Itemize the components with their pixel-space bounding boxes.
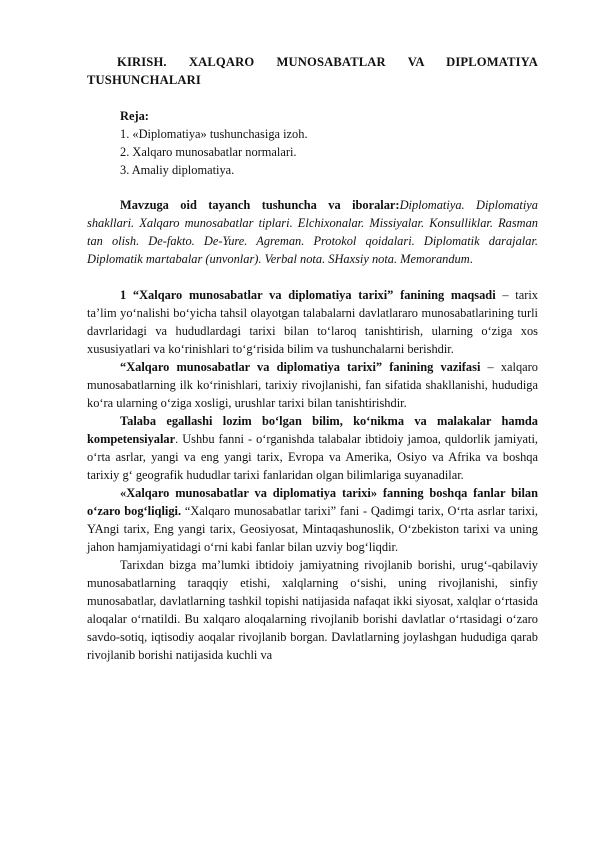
goal-lead: 1 “Xalqaro munosabatlar va diplomatiya tarixi” fanining maqsadi xyxy=(120,288,496,302)
keywords-paragraph xyxy=(87,196,538,268)
links-text: “Xalqaro munosabatlar tarixi” fani - Qadimgi tarix, O‘rta asrlar tarixi, YAngi tarix, Eng yangi tarix, Geosiyosat, Mintaqashunoslik, O‘zbekiston tarixi va uning jahon hamjamiyatidagi o‘rni kabi fanlar bilan uzviy bog‘liqdir. xyxy=(87,504,538,554)
plan-heading: Reja: xyxy=(120,109,149,123)
competence-paragraph xyxy=(87,412,538,484)
plan-section xyxy=(120,107,538,179)
keywords-text: Diplomatiya. Diplomatiya shakllari. Xalqaro munosabatlar tiplari. Elchixonalar. Missiyalar. Konsulliklar. Rasman tan olish. De-fakto. De-Yure. Agreman. Protokol qoidalari. Diplomatik darajalar. Diplomatik martabalar (unvonlar). Verbal nota. SHaxsiy nota. Memorandum xyxy=(87,198,538,266)
history-paragraph: Tarixdan bizga ma’lumki ibtidoiy jamiyatning rivojlanib borishi, urug‘-qabilaviy munosabatlarning taraqqiy etishi, xalqlarning o‘sishi, uning rivojlanishi, sinfiy munosabatlar, davlatlarning tashkil topishi natijasida nafaqat ikki siyosat, xalqlar o‘rtasida aloqalar o‘rnatildi. Bu xalqaro aloqalarning rivojlanib borishi davlatlar o‘rtasidagi o‘zaro savdo-sotiq, iqtisodiy aoqalar rivojlanib borgan. Davlatlarning joylashgan hududiga qarab rivojlanib borishi natijasida kuchli va xyxy=(87,558,538,662)
goal-paragraph xyxy=(87,286,538,358)
keywords-end: . xyxy=(469,252,473,266)
document-title: KIRISH. XALQARO MUNOSABATLAR VA DIPLOMATIYA TUSHUNCHALARI xyxy=(87,55,538,87)
links-paragraph xyxy=(87,484,538,556)
keywords-lead: Mavzuga oid tayanch tushuncha va iboralar: xyxy=(120,198,400,212)
links-lead: «Xalqaro munosabatlar va diplomatiya tarixi» fanning boshqa fanlar bilan o‘zaro bog‘liqligi. xyxy=(87,486,538,518)
goal-text: – tarix ta’lim yo‘nalishi bo‘yicha tahsil olayotgan talabalarni davlatlararo munosabatlarining turli davrlaridagi va hududlardagi tarixi bilan to‘laroq tanishtirish, ularning o‘ziga xos xususiyatlari va ko‘rinishlari to‘g‘risida bilim va tushunchalarni berishdir. xyxy=(87,288,538,356)
competence-text: . Ushbu fanni - o‘rganishda talabalar ibtidoiy jamoa, quldorlik jamiyati, o‘rta asrlar, yangi va eng yangi tarix, Evropa va Amerika, Osiyo va Afrika va boshqa tarixiy g‘ geografik hududlar tarixi fanlaridan olgan bilimlariga suyanadilar. xyxy=(87,432,538,482)
plan-item: 1. «Diplomatiya» tushunchasiga izoh. xyxy=(120,127,308,141)
task-lead: “Xalqaro munosabatlar va diplomatiya tarixi” fanining vazifasi xyxy=(120,360,481,374)
plan-item: 2. Xalqaro munosabatlar normalari. xyxy=(120,145,297,159)
competence-lead: Talaba egallashi lozim bo‘lgan bilim, ko‘nikma va malakalar hamda kompetensiyalar xyxy=(87,414,538,446)
task-text: – xalqaro munosabatlarning ilk ko‘rinishlari, tarixiy rivojlanishi, fan sifatida shakllanishi, hududiga ko‘ra ularning o‘ziga xosligi, urushlar tarixi bilan tanishtirishdir. xyxy=(87,360,539,410)
task-paragraph xyxy=(87,358,538,412)
plan-item: 3. Amaliy diplomatiya. xyxy=(120,163,235,177)
